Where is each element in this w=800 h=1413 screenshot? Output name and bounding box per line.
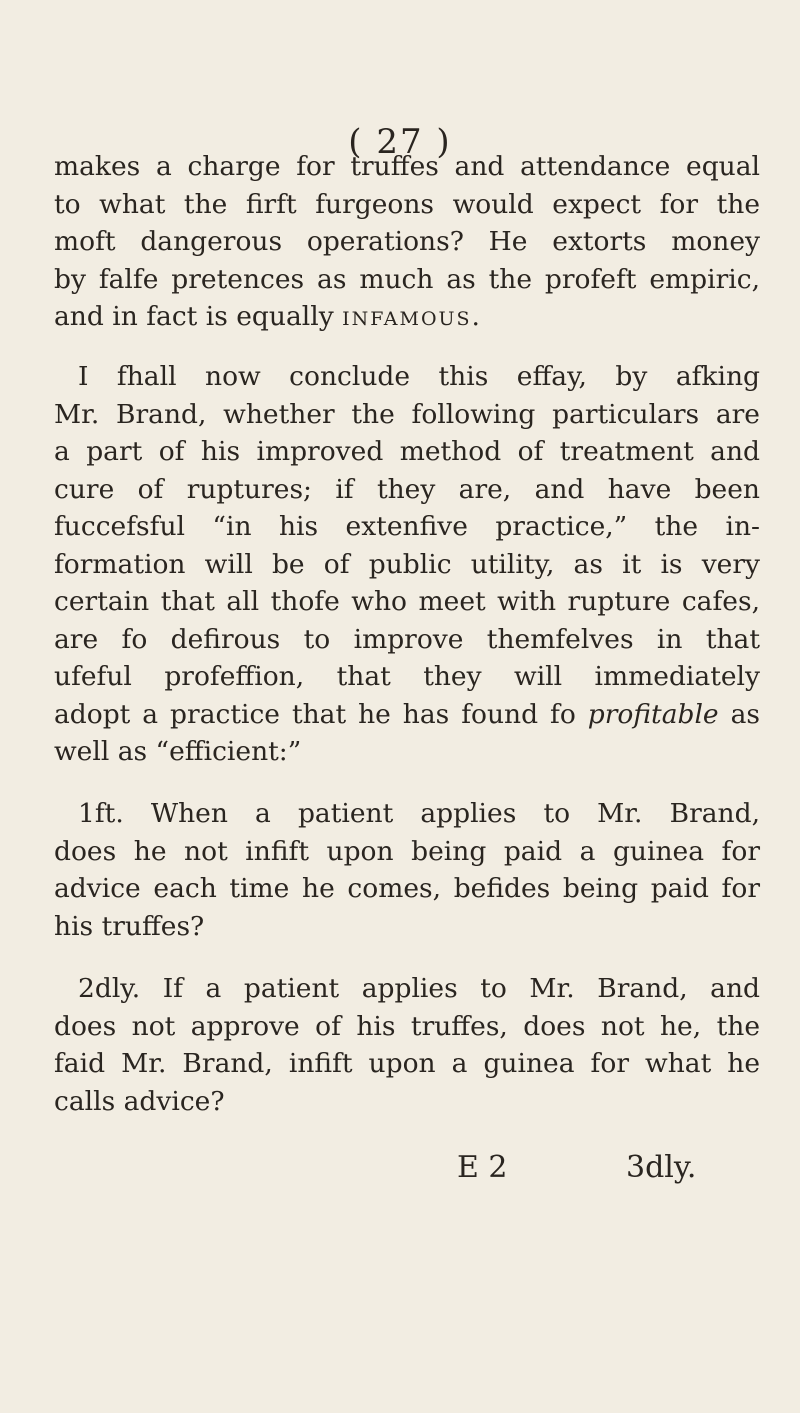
text-line: Mr. Brand, whether the following particulars are — [54, 398, 760, 430]
text-line: I fhall now conclude this effay, by afking — [78, 361, 760, 392]
text-line: well as “efficient:” — [54, 736, 302, 767]
emphasis-word: infamous. — [342, 301, 482, 332]
paragraph-1 — [54, 148, 760, 336]
text-line — [54, 298, 760, 336]
text-line: 2dly. If a patient applies to Mr. Brand, and — [78, 973, 760, 1004]
text-span: and in fact is equally — [54, 301, 343, 332]
text-line: by falfe pretences as much as the profeft empiric, — [54, 263, 760, 295]
text-line: faid Mr. Brand, infift upon a guinea for what he — [54, 1048, 760, 1079]
text-line: advice each time he comes, befides being paid for — [54, 873, 760, 904]
text-line: 1ft. When a patient applies to Mr. Brand, — [78, 798, 760, 829]
text-line: fuccefsful “in his extenfive practice,” the in- — [54, 511, 760, 542]
text-line: does not approve of his truffes, does not he, the — [54, 1010, 760, 1042]
text-line: makes a charge for truffes and attendance equal — [54, 151, 760, 182]
catchword: 3dly. — [626, 1150, 697, 1185]
page-number: ( 27 ) — [348, 122, 452, 162]
text-line: certain that all thofe who meet with rupture cafes, — [54, 586, 760, 617]
text-line — [54, 696, 760, 734]
text-span: adopt a practice that he has found fo — [54, 698, 588, 730]
text-line: a part of his improved method of treatment and — [54, 436, 760, 467]
text-line: to what the firft furgeons would expect for the — [54, 188, 760, 220]
signature-mark: E 2 — [457, 1150, 508, 1185]
paragraph-3 — [54, 795, 760, 945]
text-line: cure of ruptures; if they are, and have been — [54, 473, 760, 505]
text-line: his truffes? — [54, 910, 205, 942]
text-line: does he not infift upon being paid a guinea for — [54, 835, 760, 867]
text-line: formation will be of public utility, as it is very — [54, 548, 760, 580]
italic-word: profitable — [587, 698, 719, 730]
text-line: calls advice? — [54, 1085, 225, 1117]
text-span: as — [718, 698, 760, 730]
text-line: moft dangerous operations? He extorts money — [54, 226, 760, 257]
text-line: are fo defirous to improve themfelves in that — [54, 623, 760, 655]
text-line: ufeful profeffion, that they will immediately — [54, 661, 760, 692]
paragraph-2 — [54, 358, 760, 771]
paragraph-4 — [54, 970, 760, 1120]
